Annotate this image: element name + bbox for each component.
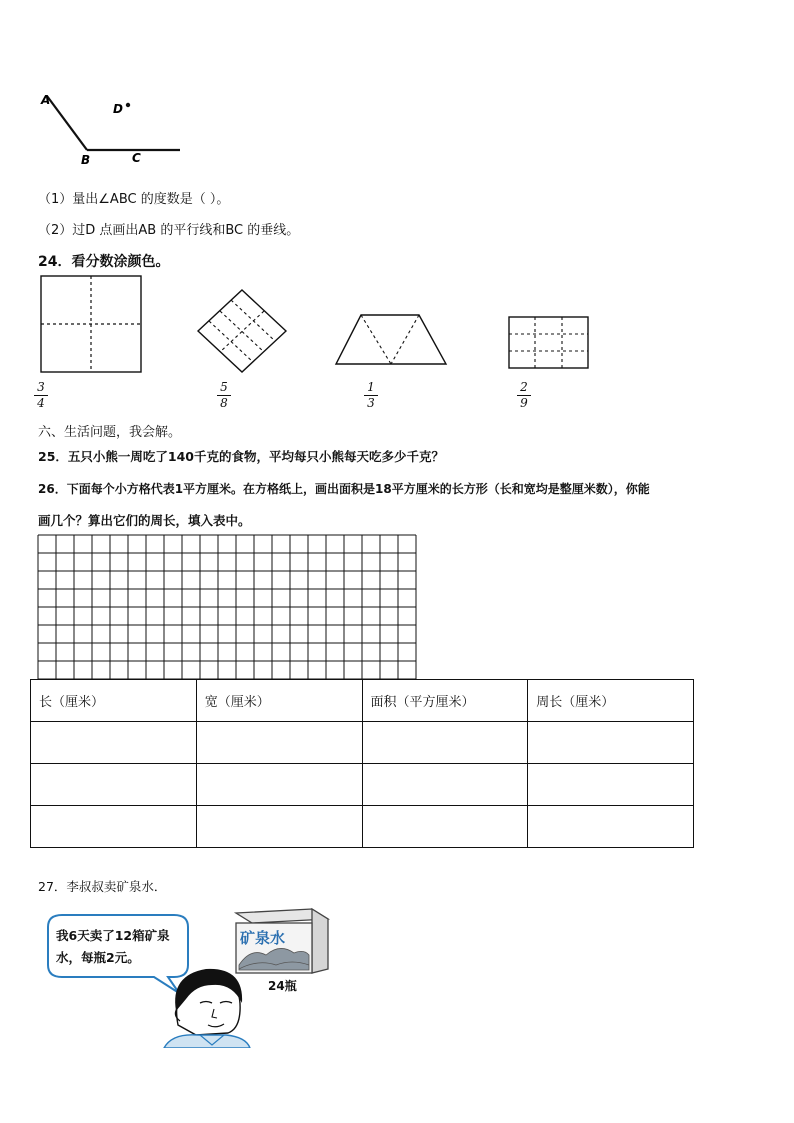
q26-text-line1: 26．下面每个小方格代表1平方厘米。在方格纸上，画出面积是18平方厘米的长方形（长和宽均是整厘米数），你能 (38, 482, 650, 496)
box-count: 24瓶 (268, 979, 297, 993)
answer-cell[interactable] (31, 722, 197, 764)
label-b: B (81, 153, 91, 167)
table-row (31, 764, 694, 806)
q26-text-line2: 画几个？算出它们的周长，填入表中。 (38, 513, 251, 528)
fraction-3-4: 3 4 (34, 381, 48, 410)
header-width: 宽（厘米） (196, 680, 362, 722)
square-grid-paper (37, 534, 419, 680)
answer-cell[interactable] (362, 806, 528, 848)
q23-part1: （1）量出∠ABC 的度数是（ ）。 (38, 192, 230, 207)
q25-text: 25．五只小熊一周吃了140千克的食物，平均每只小熊每天吃多少千克？ (38, 449, 444, 464)
table-header-row (31, 680, 694, 722)
water-seller-illustration (36, 903, 336, 1048)
answer-cell[interactable] (528, 764, 694, 806)
rectangle-ninths-shape (508, 316, 590, 370)
q24-title: 24．看分数涂颜色。 (38, 254, 170, 270)
water-box (236, 909, 328, 973)
answer-cell[interactable] (528, 722, 694, 764)
answer-cell[interactable] (362, 722, 528, 764)
header-perimeter: 周长（厘米） (528, 680, 694, 722)
point-d (126, 103, 130, 107)
label-c: C (132, 151, 141, 165)
fraction-1-3: 1 3 (364, 381, 378, 410)
speech-line-2: 水，每瓶2元。 (56, 950, 140, 965)
ray-ba (47, 96, 87, 150)
rectangle-answer-table (30, 679, 694, 848)
header-area: 面积（平方厘米） (362, 680, 528, 722)
box-label: 矿泉水 (240, 929, 286, 947)
speech-line-1: 我6天卖了12箱矿泉 (56, 928, 170, 943)
man-figure (164, 969, 250, 1048)
answer-cell[interactable] (196, 806, 362, 848)
diamond-eighths-shape (192, 288, 288, 374)
label-d: D (113, 102, 123, 116)
answer-cell[interactable] (31, 764, 197, 806)
q27-title: 27．李叔叔卖矿泉水． (38, 879, 167, 894)
section-6-heading: 六、生活问题，我会解。 (38, 425, 182, 440)
fraction-2-9: 2 9 (517, 381, 531, 410)
answer-cell[interactable] (528, 806, 694, 848)
answer-cell[interactable] (196, 764, 362, 806)
answer-cell[interactable] (196, 722, 362, 764)
trapezoid-thirds-shape (333, 312, 451, 368)
q23-part2: （2）过D 点画出AB 的平行线和BC 的垂线。 (38, 223, 300, 238)
fraction-5-8: 5 8 (217, 381, 231, 410)
square-quarters-shape (40, 275, 144, 375)
header-length: 长（厘米） (31, 680, 197, 722)
answer-cell[interactable] (362, 764, 528, 806)
answer-cell[interactable] (31, 806, 197, 848)
angle-abc-figure (35, 88, 195, 170)
label-a: A (41, 93, 51, 107)
table-row (31, 722, 694, 764)
table-row (31, 806, 694, 848)
